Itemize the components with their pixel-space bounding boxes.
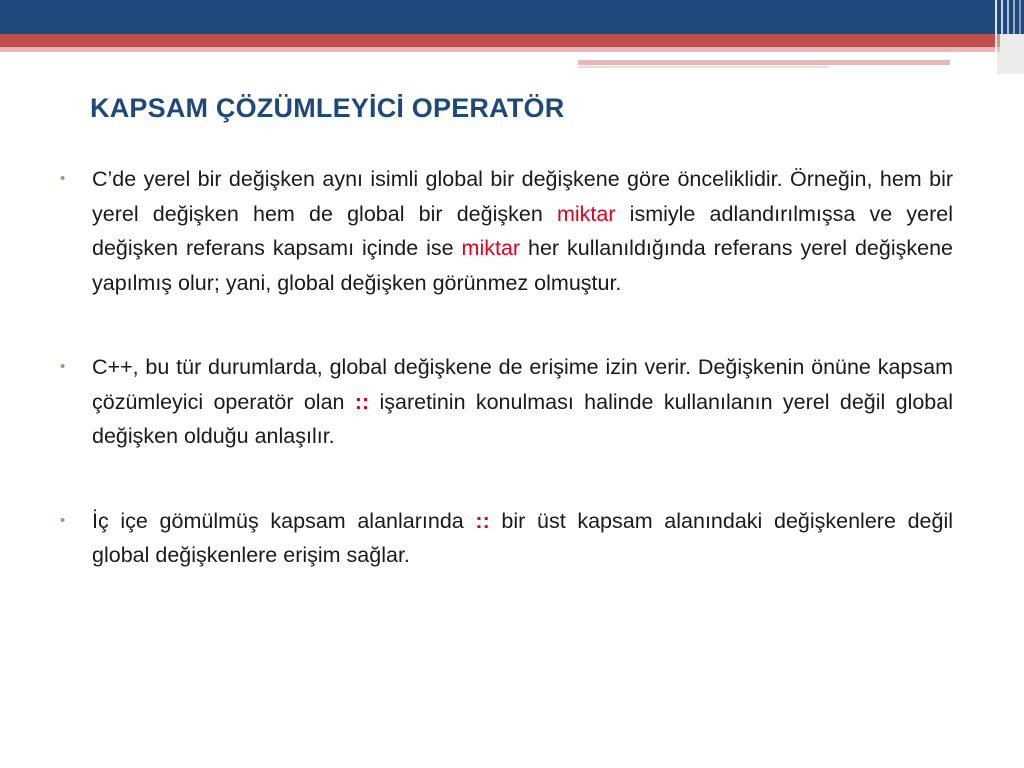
scope-operator: :: [354,389,370,414]
bullet-text: ismiyle adlandırılmışsa ve yerel değişken referans kapsamı içinde ise [92,201,953,260]
scope-operator: :: [475,508,490,533]
banner-vline-3 [1007,0,1009,72]
bullet-list [60,162,953,573]
bullet-dot-icon: • [60,358,66,375]
bullet-item [60,350,953,454]
banner-vline-5 [1019,0,1021,72]
bullet-item [60,504,953,573]
banner-faint-line [578,66,828,68]
bullet-text: İç içe gömülmüş kapsam alanlarında [92,508,476,533]
banner-lower-stripe [578,60,950,65]
banner-right-fill [997,34,1024,74]
banner-vline-1 [995,0,997,72]
bullet-text: C’de yerel bir değişken aynı isimli global bir değişkene göre önceliklidir. Örneğin, hem bir yerel değişken hem de global bir değişken [92,167,953,226]
keyword-miktar: miktar [556,201,616,226]
banner-blue-band [0,0,1024,34]
banner-vline-4 [1013,0,1015,72]
bullet-text: işaretinin konulması halinde kullanılanın yerel değil global değişken olduğu anlaşılır. [92,389,953,448]
bullet-dot-icon: • [60,170,66,187]
banner-white-strip [560,54,950,57]
bullet-text: her kullanıldığında referans yerel değişkene yapılmış olur; yani, global değişken görünmez olmuştur. [92,236,953,295]
banner-pink-band [0,47,1000,52]
slide-title: KAPSAM ÇÖZÜMLEYİCİ OPERATÖR [90,93,565,123]
bullet-text: bir üst kapsam alanındaki değişkenlere değil global değişkenlere erişim sağlar. [92,508,953,567]
banner-red-band [0,34,1000,47]
bullet-text: C++, bu tür durumlarda, global değişkene de erişime izin verir. Değişkenin önüne kapsam çözümleyici operatör olan [92,355,953,414]
bullet-item [60,162,953,300]
banner-vline-2 [1001,0,1003,72]
keyword-miktar: miktar [461,236,521,260]
bullet-dot-icon: • [60,511,66,529]
top-banner [0,0,1024,80]
